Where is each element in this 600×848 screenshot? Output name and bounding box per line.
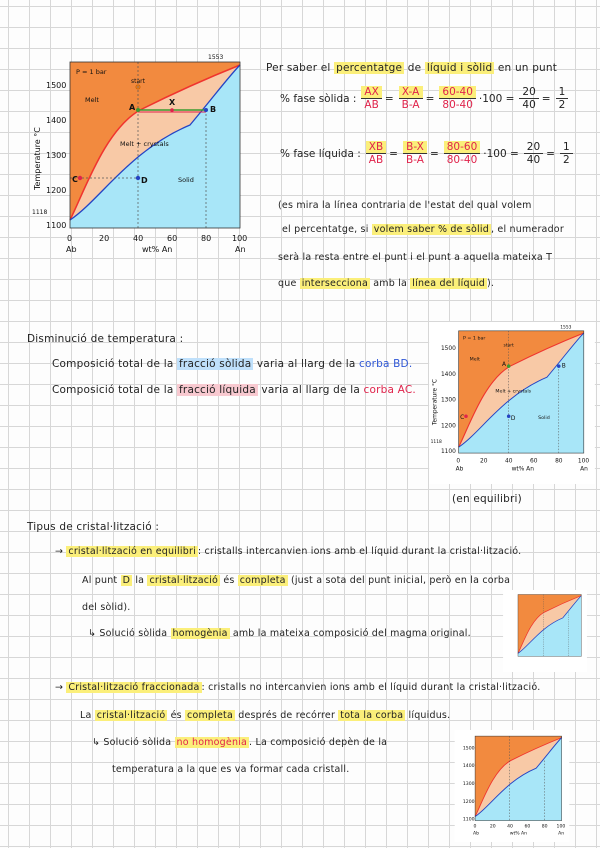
- y-axis-label: Temperature °C: [33, 127, 42, 190]
- svg-text:20: 20: [479, 458, 488, 465]
- svg-text:1300: 1300: [440, 397, 456, 404]
- svg-text:1300: 1300: [462, 781, 475, 787]
- fractional-line-1: → Cristal·lització fraccionada : cristalls no intercanvien ions amb el líquid durant la cristal·lització.: [55, 682, 541, 693]
- fraction: $\frac{60-40}{80-40}$: [439, 86, 476, 111]
- svg-text:20: 20: [489, 824, 496, 830]
- an-label: An: [235, 245, 246, 254]
- svg-text:40: 40: [507, 824, 513, 830]
- solid-phase-equation: % fase sòlida : $\frac{AX}{AB}$ = $\frac{X-A}{B-A}$ = $\frac{60-40}{80-40}$ ·100 = $\frac{20}{40}$ = $\frac{1}{2}$: [280, 86, 571, 111]
- phase-diagram-thumb-equilibrium: [502, 590, 588, 672]
- note-line-3: serà la resta entre el punt i el punt a aquella mateixa T: [278, 252, 553, 263]
- mult-sign: ·100 =: [478, 92, 515, 105]
- equilibrium-result: ↳ Solució sòlida homogènia amb la mateixa composició del magma original.: [88, 628, 471, 639]
- liquid-phase-equation: % fase líquida : $\frac{XB}{AB}$ = $\frac{B-X}{B-A}$ = $\frac{80-60}{80-40}$ ·100 = $\frac{20}{40}$ = $\frac{1}{2}$: [280, 141, 576, 166]
- svg-text:B: B: [561, 363, 566, 370]
- svg-text:wt% An: wt% An: [509, 831, 528, 837]
- intro-mid: de: [407, 62, 422, 74]
- liquid-fraction-highlight: fracció líquida: [179, 384, 256, 396]
- svg-text:1100: 1100: [462, 817, 475, 823]
- label-x: X: [169, 98, 176, 107]
- label-a: A: [129, 103, 136, 112]
- y-tick: 1200: [46, 186, 67, 195]
- svg-text:40: 40: [505, 458, 513, 465]
- note-highlight: línea del líquid: [412, 278, 486, 289]
- equilibri-caption: (en equilibri): [452, 493, 522, 505]
- intro-highlight-percentage: percentatge: [336, 62, 403, 74]
- svg-text:1500: 1500: [462, 746, 475, 752]
- svg-text:100: 100: [556, 824, 566, 830]
- fractional-line-2: La cristal·lització és completa després de recórrer tota la corba líquidus.: [80, 710, 451, 721]
- x-tick: 0: [67, 234, 73, 243]
- point-a: [136, 108, 140, 112]
- y-tick: 1500: [46, 81, 67, 90]
- svg-text:100: 100: [577, 458, 590, 465]
- svg-text:Melt: Melt: [469, 357, 480, 363]
- equilibrium-line-2: Al punt D la cristal·lització és completa (just a sota del punt inicial, però en la corba: [82, 575, 511, 586]
- intro-post: en un punt: [497, 62, 558, 74]
- fraction: $\frac{1}{2}$: [556, 86, 569, 111]
- equilibrium-line-3: del sòlid).: [82, 602, 131, 613]
- return-arrow-icon: ↳: [88, 628, 97, 639]
- arrow-icon: →: [55, 682, 64, 693]
- svg-text:An: An: [558, 831, 565, 837]
- point-c: [78, 176, 82, 180]
- intro-pre: Per saber el: [266, 62, 331, 74]
- liquid-phase-label: % fase líquida :: [280, 147, 361, 160]
- svg-text:1400: 1400: [462, 764, 475, 770]
- point-d: [136, 176, 140, 180]
- svg-text:1200: 1200: [440, 423, 456, 430]
- fractional-highlight: Cristal·lització fraccionada: [68, 682, 200, 693]
- svg-text:Ab: Ab: [455, 466, 464, 473]
- equilibrium-line-1: → cristal·lització en equilibri : cristalls intercanvien ions amb el líquid durant la cristal·lització.: [55, 546, 522, 557]
- svg-text:80: 80: [555, 458, 563, 465]
- start-label: start: [131, 78, 145, 85]
- melt-crystals-label: Melt + crystals: [120, 140, 169, 148]
- section-title-types: Tipus de cristal·lització :: [27, 521, 160, 533]
- svg-text:C: C: [460, 415, 465, 422]
- svg-text:wt% An: wt% An: [511, 466, 534, 473]
- fraction: $\frac{X-A}{B-A}$: [399, 86, 423, 111]
- svg-text:1500: 1500: [440, 345, 456, 352]
- fraction: $\frac{B-X}{B-A}$: [403, 141, 427, 166]
- fraction: $\frac{1}{2}$: [560, 141, 573, 166]
- x-axis-label: wt% An: [142, 245, 173, 254]
- fraction: $\frac{20}{40}$: [524, 141, 543, 166]
- intro-highlight-liquid-solid: líquid i sòlid: [426, 62, 493, 74]
- note-highlight: intersecciona: [301, 278, 369, 289]
- svg-text:0: 0: [473, 824, 477, 830]
- point-b: [204, 108, 208, 112]
- svg-text:Temperature °C: Temperature °C: [432, 378, 439, 426]
- svg-text:60: 60: [524, 824, 531, 830]
- y-tick: 1400: [46, 116, 67, 125]
- section-title-decrease: Disminució de temperatura :: [27, 333, 184, 345]
- temp-1118-label: 1118: [32, 209, 48, 216]
- svg-text:1553: 1553: [560, 325, 572, 331]
- svg-text:P = 1 bar: P = 1 bar: [463, 336, 486, 342]
- fractional-result: ↳ Solució sòlida no homogènia . La composició depèn de la: [92, 737, 388, 748]
- x-tick: 60: [167, 234, 178, 243]
- x-tick: 100: [232, 234, 248, 243]
- svg-text:Solid: Solid: [538, 416, 550, 422]
- svg-text:1200: 1200: [462, 799, 475, 805]
- svg-text:1400: 1400: [440, 371, 456, 378]
- phase-diagram-secondary: [428, 322, 596, 484]
- phase-diagram-thumb-fractional: [448, 730, 576, 842]
- phase-diagram-main-svg: [30, 50, 255, 270]
- svg-text:1118: 1118: [430, 439, 442, 445]
- curve-ac: corba AC.: [363, 384, 416, 396]
- phase-diagram-main: [30, 50, 255, 270]
- svg-text:An: An: [580, 466, 588, 473]
- svg-text:80: 80: [541, 824, 548, 830]
- intro-line: [266, 62, 557, 74]
- ab-label: Ab: [66, 245, 77, 254]
- svg-text:1100: 1100: [440, 449, 456, 456]
- pressure-label: P = 1 bar: [76, 68, 107, 76]
- return-arrow-icon: ↳: [92, 737, 101, 748]
- solid-label: Solid: [178, 176, 194, 184]
- note-line-4: que intersecciona amb la línea del líquid ).: [278, 278, 495, 289]
- note-highlight: volem saber % de sòlid: [373, 224, 489, 235]
- y-tick: 1100: [46, 221, 67, 230]
- x-tick: 20: [99, 234, 110, 243]
- x-tick: 40: [133, 234, 144, 243]
- phase-diagram-secondary-svg: [428, 322, 596, 484]
- fraction: $\frac{AX}{AB}$: [361, 86, 381, 111]
- label-d: D: [141, 176, 148, 185]
- note-line-2: el percentatge, si volem saber % de sòlid , el numerador: [282, 224, 564, 235]
- svg-text:start: start: [503, 343, 514, 349]
- fraction: $\frac{80-60}{80-40}$: [444, 141, 481, 166]
- svg-text:A: A: [502, 362, 507, 369]
- svg-text:60: 60: [530, 458, 538, 465]
- point-x: [170, 108, 174, 112]
- equilibrium-highlight: cristal·lització en equilibri: [68, 546, 196, 557]
- solid-phase-label: % fase sòlida :: [280, 92, 357, 105]
- svg-text:Ab: Ab: [473, 831, 480, 837]
- y-tick: 1300: [46, 151, 67, 160]
- melt-label: Melt: [85, 96, 99, 104]
- label-c: C: [72, 175, 78, 184]
- arrow-icon: →: [55, 546, 64, 557]
- svg-text:0: 0: [456, 458, 461, 465]
- svg-text:Melt + crystals: Melt + crystals: [495, 389, 532, 395]
- mult-sign: ·100 =: [483, 147, 519, 160]
- decrease-sentence-1: Composició total de la fracció sòlida varia al llarg de la corba BD.: [52, 358, 413, 370]
- x-tick: 80: [201, 234, 212, 243]
- fraction: $\frac{20}{40}$: [519, 86, 538, 111]
- fraction: $\frac{XB}{AB}$: [366, 141, 386, 166]
- temp-1553-label: 1553: [208, 54, 224, 61]
- curve-bd: corba BD.: [359, 358, 413, 370]
- svg-text:D: D: [510, 415, 516, 422]
- solid-fraction-highlight: fracció sòlida: [179, 358, 252, 370]
- note-line-1: (es mira la línea contraria de l'estat del qual volem: [278, 200, 532, 211]
- label-b: B: [210, 105, 217, 114]
- fractional-result-line-2: temperatura a la que es va formar cada cristall.: [112, 764, 350, 775]
- decrease-sentence-2: Composició total de la fracció líquida varia al llarg de la corba AC.: [52, 384, 416, 396]
